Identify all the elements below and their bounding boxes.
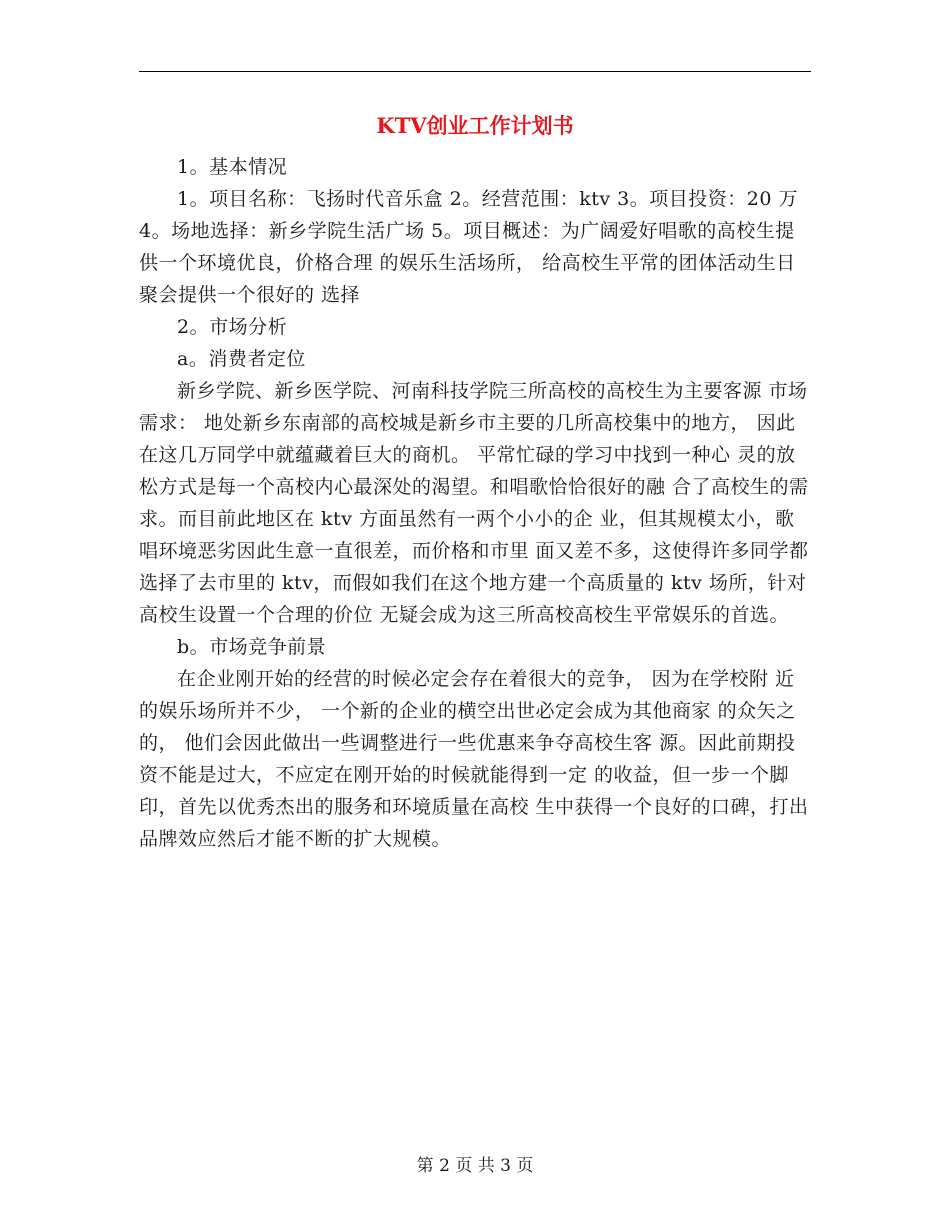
paragraph-consumer-positioning: 新乡学院、新乡医学院、河南科技学院三所高校的高校生为主要客源 市场需求： 地处新乡东南部的高校城是新乡市主要的几所高校集中的地方， 因此 在这几万同学中就蕴藏着巨大的商机。 平常忙碌的学习中找到一种心 灵的放松方式是每一个高校内心最深处的渴望。和唱歌恰恰很好的融 合了高校生的需求。而目前此地区在 ktv 方面虽然有一两个小小的企 业，但其规模太小，歌唱环境恶劣因此生意一直很差，而价格和市里 面又差不多，这使得许多同学都选择了去市里的 ktv，而假如我们在这个地方建一个高质量的 ktv 场所，针对高校生设置一个合理的价位 无疑会成为这三所高校高校生平常娱乐的首选。 — [139, 380, 809, 626]
section-heading-market-analysis: 2。市场分析 — [177, 316, 288, 338]
paragraph-project-details: 1。项目名称：飞扬时代音乐盒 2。经营范围：ktv 3。项目投资：20 万 4。场地选择：新乡学院生活广场 5。项目概述：为广阔爱好唱歌的高校生提供一个环境优良，价格合理 的娱乐生活场所， 给高校生平常的团体活动生日聚会提供一个很好的 选择 — [139, 188, 798, 306]
subsection-heading-consumer-positioning: a。消费者定位 — [177, 348, 306, 370]
section-heading-basic-info: 1。基本情况 — [177, 156, 288, 178]
document-body — [139, 151, 811, 855]
page-number-footer: 第 2 页 共 3 页 — [416, 1156, 534, 1176]
document-title: KTV创业工作计划书 — [376, 113, 574, 138]
header-rule — [139, 71, 811, 72]
paragraph-competition: 在企业刚开始的经营的时候必定会存在着很大的竞争， 因为在学校附 近的娱乐场所并不少， 一个新的企业的横空出世必定会成为其他商家 的众矢之的， 他们会因此做出一些调整进行一些优惠来争夺高校生客 源。因此前期投资不能是过大，不应定在刚开始的时候就能得到一定 的收益，但一步一个脚印，首先以优秀杰出的服务和环境质量在高校 生中获得一个良好的口碑，打出品牌效应然后才能不断的扩大规模。 — [139, 668, 809, 850]
subsection-heading-competition: b。市场竞争前景 — [177, 636, 327, 658]
